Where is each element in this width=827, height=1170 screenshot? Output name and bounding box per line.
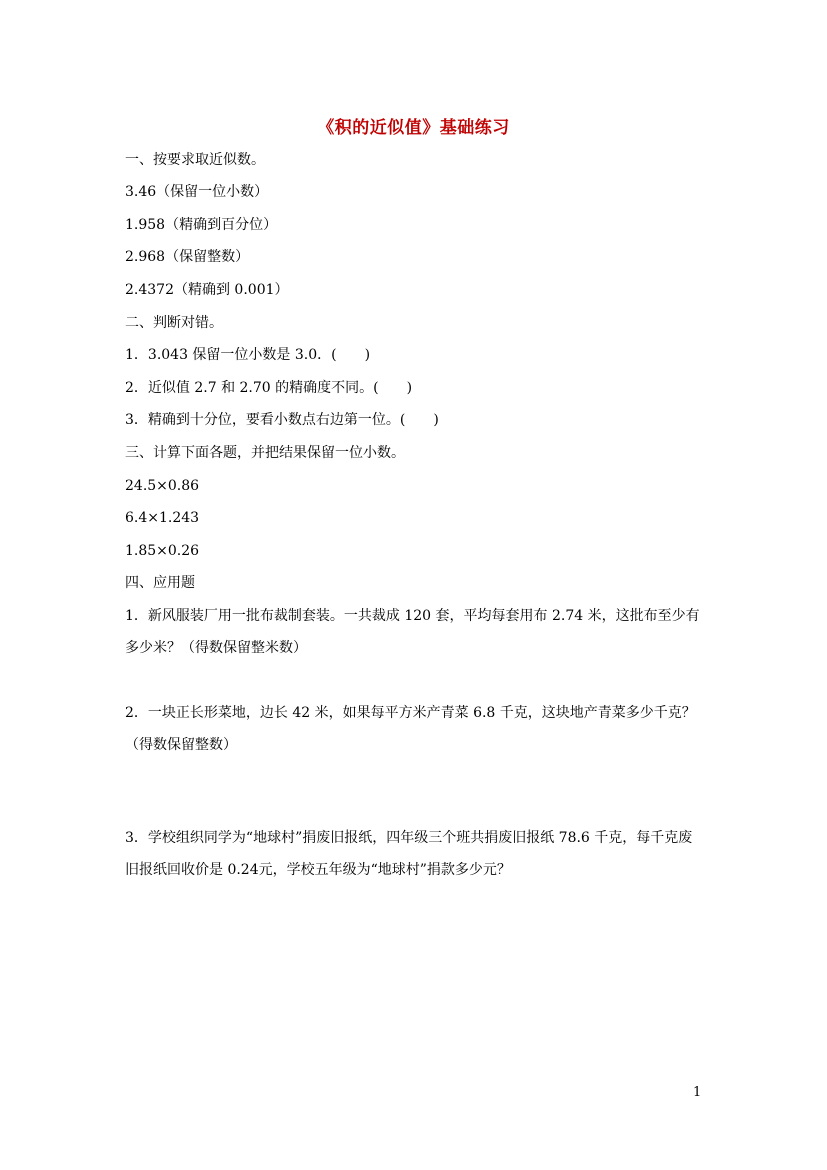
word-problem-3: 3．学校组织同学为“地球村”捐废旧报纸，四年级三个班共捐废旧报纸 78.6 千克，每千克废旧报纸回收价是 0.24元，学校五年级为“地球村”捐款多少元？ (125, 830, 693, 878)
section1-item: 2.4372（精确到 0.001） (125, 282, 289, 298)
page-number: 1 (693, 1085, 702, 1100)
section4-heading: 四、应用题 (125, 575, 195, 591)
word-problem-1: 1．新风服装厂用一批布裁制套装。一共裁成 120 套，平均每套用布 2.74 米，这批布至少有多少米？（得数保留整米数） (125, 608, 700, 656)
section2-item: 2．近似值 2.7 和 2.70 的精确度不同。( ) (125, 380, 413, 396)
section3-item: 6.4×1.243 (125, 510, 200, 526)
section3-heading: 三、计算下面各题，并把结果保留一位小数。 (125, 445, 405, 461)
word-problem-2: 2．一块正长形菜地，边长 42 米，如果每平方米产青菜 6.8 千克，这块地产青菜多少千克？（得数保留整数） (125, 705, 696, 753)
section2-item: 3．精确到十分位，要看小数点右边第一位。( ) (125, 412, 439, 428)
section3-item: 24.5×0.86 (125, 478, 200, 494)
section1-item: 1.958（精确到百分位） (125, 217, 278, 233)
section1-item: 2.968（保留整数） (125, 249, 250, 265)
section1-heading: 一、按要求取近似数。 (125, 152, 265, 168)
section1-item: 3.46（保留一位小数） (125, 184, 269, 200)
document-title: 《积的近似值》基础练习 (317, 118, 510, 138)
section2-item: 1．3.043 保留一位小数是 3.0．( ) (125, 347, 371, 363)
section3-item: 1.85×0.26 (125, 543, 200, 559)
section2-heading: 二、判断对错。 (125, 315, 223, 331)
